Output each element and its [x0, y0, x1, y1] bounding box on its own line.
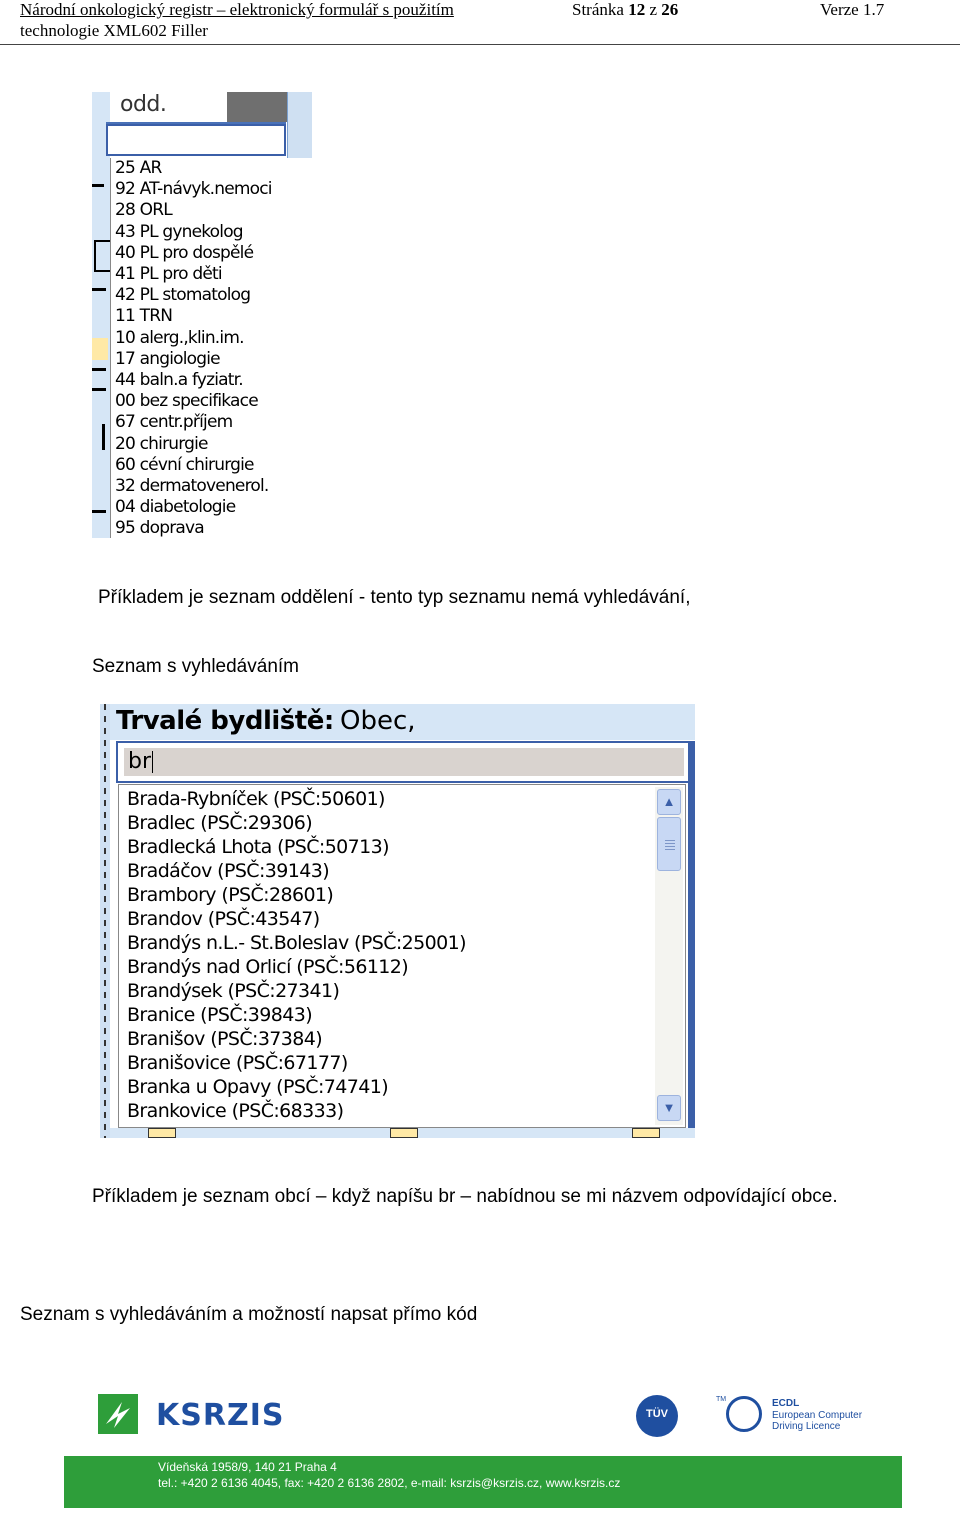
footer-bar — [64, 1456, 902, 1508]
department-option[interactable]: 17 angiologie — [115, 348, 220, 369]
department-option[interactable]: 28 ORL — [115, 200, 172, 221]
form-mark — [102, 424, 105, 450]
department-option[interactable]: 43 PL gynekolog — [115, 221, 243, 242]
yellow-field — [92, 338, 108, 360]
department-option[interactable]: 32 dermatovenerol. — [115, 476, 269, 496]
version-label: Verze 1.7 — [820, 0, 885, 19]
grip-line — [665, 849, 675, 850]
municipality-option[interactable]: Bradáčov (PSČ:39143) — [127, 860, 330, 882]
header-title-line2: technologie XML602 Filler — [20, 21, 208, 40]
caption-department-list: Příkladem je seznam oddělení - tento typ seznamu nemá vyhledávání, — [98, 587, 691, 608]
municipality-dropdown-list[interactable] — [118, 784, 686, 1128]
form-background — [92, 92, 110, 538]
scroll-down-button[interactable]: ▼ — [657, 1095, 681, 1121]
ecdl-ring-icon — [726, 1396, 762, 1432]
department-option[interactable]: 42 PL stomatolog — [115, 285, 251, 306]
municipality-option[interactable]: Bradlec (PSČ:29306) — [127, 812, 313, 834]
ecdl-line3: Driving Licence — [772, 1421, 841, 1432]
form-mark — [92, 288, 106, 291]
yellow-field — [390, 1128, 418, 1138]
scroll-up-button[interactable]: ▲ — [657, 789, 681, 815]
municipality-option[interactable]: Brandov (PSČ:43547) — [127, 908, 320, 930]
footer-address: Vídeňská 1958/9, 140 21 Praha 4 — [158, 1460, 337, 1474]
grip-line — [665, 840, 675, 841]
tuv-logo-text: TÜV — [646, 1408, 668, 1420]
municipality-option[interactable]: Bradlecká Lhota (PSČ:50713) — [127, 836, 389, 858]
form-mark — [92, 368, 106, 371]
header-divider — [0, 44, 960, 45]
dropdown-side-panel — [287, 92, 312, 158]
department-option[interactable]: 04 diabetologie — [115, 497, 236, 518]
municipality-option[interactable]: Brankovice (PSČ:68333) — [127, 1100, 344, 1122]
municipality-field-label: Obec, — [340, 706, 416, 736]
municipality-search-field[interactable] — [116, 741, 693, 783]
ksrzis-logo-icon — [98, 1394, 138, 1434]
department-option[interactable]: 10 alerg.,klin.im. — [115, 327, 244, 348]
dashed-guide — [104, 704, 106, 1138]
department-option[interactable]: 11 TRN — [115, 306, 173, 327]
residence-field-label: Trvalé bydliště: — [116, 706, 334, 736]
text-caret — [152, 751, 153, 773]
focus-border-right — [688, 741, 695, 1138]
page-total: 26 — [661, 0, 679, 19]
ecdl-logo — [716, 1396, 876, 1438]
grip-line — [665, 846, 675, 847]
municipality-option[interactable]: Brandýsek (PSČ:27341) — [127, 980, 340, 1002]
footer-contact: tel.: +420 2 6136 4045, fax: +420 2 6136 2802, e-mail: ksrzis@ksrzis.cz, www.ksrzis.cz — [158, 1476, 621, 1490]
department-option[interactable]: 40 PL pro dospělé — [115, 242, 254, 263]
ksrzis-logo — [98, 1394, 285, 1438]
form-mark — [92, 388, 106, 391]
municipality-option[interactable]: Brambory (PSČ:28601) — [127, 884, 334, 906]
scrollbar[interactable] — [655, 787, 683, 1125]
municipality-option[interactable]: Branka u Opavy (PSČ:74741) — [127, 1076, 389, 1098]
department-option[interactable]: 20 chirurgie — [115, 433, 208, 454]
municipality-option[interactable]: Branišovice (PSČ:67177) — [127, 1052, 348, 1074]
page-label: Stránka — [572, 0, 624, 19]
heading-search-with-code: Seznam s vyhledáváním a možností napsat přímo kód — [20, 1304, 478, 1325]
municipality-option[interactable]: Brandýs n.L.- St.Boleslav (PSČ:25001) — [127, 932, 466, 954]
department-option[interactable]: 60 cévní chirurgie — [115, 454, 254, 475]
municipality-option[interactable]: Branišov (PSČ:37384) — [127, 1028, 323, 1050]
page-current: 12 — [628, 0, 646, 19]
department-option[interactable]: 44 baln.a fyziatr. — [115, 370, 243, 390]
trademark-mark: TM — [716, 1396, 727, 1403]
heading-search-list: Seznam s vyhledáváním — [92, 656, 299, 677]
department-option[interactable]: 00 bez specifikace — [115, 391, 258, 412]
yellow-field — [632, 1128, 660, 1138]
grip-line — [665, 843, 675, 844]
tuv-certification-logo — [636, 1395, 678, 1437]
scrollbar-thumb[interactable] — [657, 817, 681, 871]
header-title-line1: Národní onkologický registr – elektronický formulář s použitím — [20, 0, 454, 19]
page-number — [572, 0, 678, 20]
dark-header-block — [227, 92, 287, 122]
municipality-list-screenshot — [100, 704, 695, 1138]
ksrzis-logo-text: KSRZIS — [156, 1398, 285, 1433]
department-option[interactable]: 25 AR — [115, 158, 162, 178]
form-mark — [92, 184, 104, 187]
municipality-option[interactable]: Brandýs nad Orlicí (PSČ:56112) — [127, 956, 409, 978]
department-field-label: odd. — [120, 92, 167, 117]
municipality-search-input[interactable]: br — [124, 748, 684, 776]
department-dropdown-list[interactable] — [110, 158, 311, 538]
department-option[interactable]: 41 PL pro děti — [115, 264, 222, 284]
department-list-screenshot — [92, 92, 312, 538]
department-option[interactable]: 95 doprava — [115, 518, 204, 538]
form-mark — [92, 510, 106, 513]
department-input[interactable] — [106, 124, 286, 156]
municipality-option[interactable]: Branice (PSČ:39843) — [127, 1004, 313, 1026]
yellow-field — [148, 1128, 176, 1138]
municipality-option[interactable]: Brada-Rybníček (PSČ:50601) — [127, 788, 385, 810]
ecdl-title: ECDL — [772, 1398, 800, 1409]
page-sep: z — [649, 0, 657, 19]
caption-municipality-list: Příkladem je seznam obcí – když napíšu br – nabídnou se mi názvem odpovídající obce. — [92, 1186, 838, 1207]
ecdl-line2: European Computer — [772, 1410, 863, 1421]
department-option[interactable]: 92 AT-návyk.nemoci — [115, 179, 272, 200]
department-option[interactable]: 67 centr.příjem — [115, 412, 233, 433]
